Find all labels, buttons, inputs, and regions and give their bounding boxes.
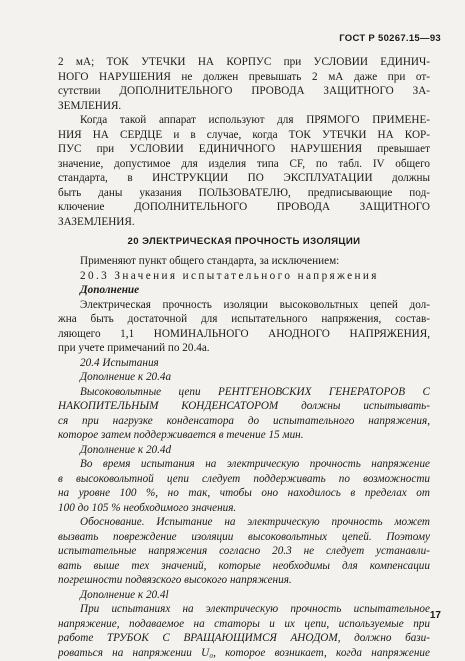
- text-line: вать выше тех значений, которые необходимы для компенсации: [58, 559, 430, 572]
- text-line: сутствии ДОПОЛНИТЕЛЬНОГО ПРОВОДА ЗАЩИТНОГО ЗА-: [58, 85, 430, 97]
- text-line: ключение ДОПОЛНИТЕЛЬНОГО ПРОВОДА ЗАЩИТНОГО: [58, 201, 430, 213]
- text-line: роваться на напряжении U₀, которое возникает, когда напряжение: [58, 646, 430, 659]
- text-line: 2 мА; ТОК УТЕЧКИ НА КОРПУС при УСЛОВИИ ЕДИНИЧ-: [58, 56, 430, 68]
- text-line: на уровне 100 %, но так, чтобы оно находилось в пределах от: [58, 487, 430, 499]
- text-line: Применяют пункт общего стандарта, за исключением:: [80, 255, 340, 267]
- page-header: ГОСТ Р 50267.15—93: [339, 33, 441, 44]
- text-line: Электрическая прочность изоляции высоковольтных цепей дол-: [80, 298, 430, 311]
- text-line: ПУС при УСЛОВИИ ЕДИНИЧНОГО НАРУШЕНИЯ превышает: [58, 143, 430, 155]
- text-line: ся при нагрузке конденсатора до испытательного напряжения,: [58, 414, 430, 427]
- page-number: 17: [429, 610, 441, 621]
- text-line: стандарта, в ИНСТРУКЦИИ ПО ЭКСПЛУАТАЦИИ должны: [58, 172, 430, 184]
- text-line: Обоснование. Испытание на электрическую прочность может: [80, 516, 430, 528]
- text-line: быть даны указания ПОЛЬЗОВАТЕЛЮ, предписывающие под-: [58, 186, 430, 199]
- text-line: НАКОПИТЕЛЬНЫМ КОНДЕНСАТОРОМ должны испытывать-: [58, 400, 430, 412]
- text-line: 20.3 Значения испытательного напряжения: [80, 269, 379, 282]
- text-line: ляющего 1,1 НОМИНАЛЬНОГО АНОДНОГО НАПРЯЖЕНИЯ,: [58, 327, 430, 340]
- text-line: НИЯ НА СЕРДЦЕ и в случае, когда ТОК УТЕЧКИ НА КОР-: [58, 128, 430, 141]
- text-line: 100 до 105 % необходимого значения.: [58, 501, 237, 514]
- text-line: при учете примечаний по 20.4а.: [58, 342, 210, 354]
- section-title: 20 ЭЛЕКТРИЧЕСКАЯ ПРОЧНОСТЬ ИЗОЛЯЦИИ: [127, 236, 361, 247]
- text-line: которое затем поддерживается в течение 15 мин.: [58, 429, 304, 441]
- text-line: ЗЕМЛЕНИЯ.: [58, 99, 122, 112]
- text-line: Дополнение к 20.4l: [80, 588, 169, 601]
- text-line: в высоковольтной цепи следует поддерживать по возможности: [58, 472, 430, 485]
- text-line: Дополнение: [80, 284, 140, 296]
- text-line: погрешности подвязского высокого напряжения.: [58, 574, 292, 586]
- text-line: Дополнение к 20.4d: [80, 443, 172, 456]
- text-line: 20.4 Испытания: [80, 356, 159, 369]
- text-line: вызвать повреждение изоляции высоковольтных цепей. Поэтому: [58, 530, 430, 543]
- text-line: испытательные напряжения согласно 20.3 не следует устанавли-: [58, 545, 430, 557]
- text-line: Когда такой аппарат используют для ПРЯМОГО ПРИМЕНЕ-: [80, 114, 430, 126]
- text-line: НОГО НАРУШЕНИЯ не должен превышать 2 мА даже при от-: [58, 70, 430, 83]
- text-line: значение, допустимое для изделия типа CF, по табл. IV общего: [58, 157, 430, 170]
- text-line: работе ТРУБОК С ВРАЩАЮЩИМСЯ АНОДОМ, должно бази-: [58, 632, 430, 644]
- text-line: При испытаниях на электрическую прочность испытательное: [80, 603, 430, 615]
- text-line: Высоковольтные цепи РЕНТГЕНОВСКИХ ГЕНЕРАТОРОВ С: [80, 385, 430, 398]
- text-line: напряжение, подаваемое на статоры и их цепи, используемые при: [58, 617, 430, 630]
- text-line: ЗАЗЕМЛЕНИЯ.: [58, 215, 135, 228]
- text-line: Дополнение к 20.4а: [80, 371, 172, 383]
- text-line: Во время испытания на электрическую прочность напряжение: [80, 458, 430, 470]
- body-text: [58, 55, 430, 660]
- text-line: жна быть достаточной для испытательного напряжения, состав-: [58, 313, 430, 325]
